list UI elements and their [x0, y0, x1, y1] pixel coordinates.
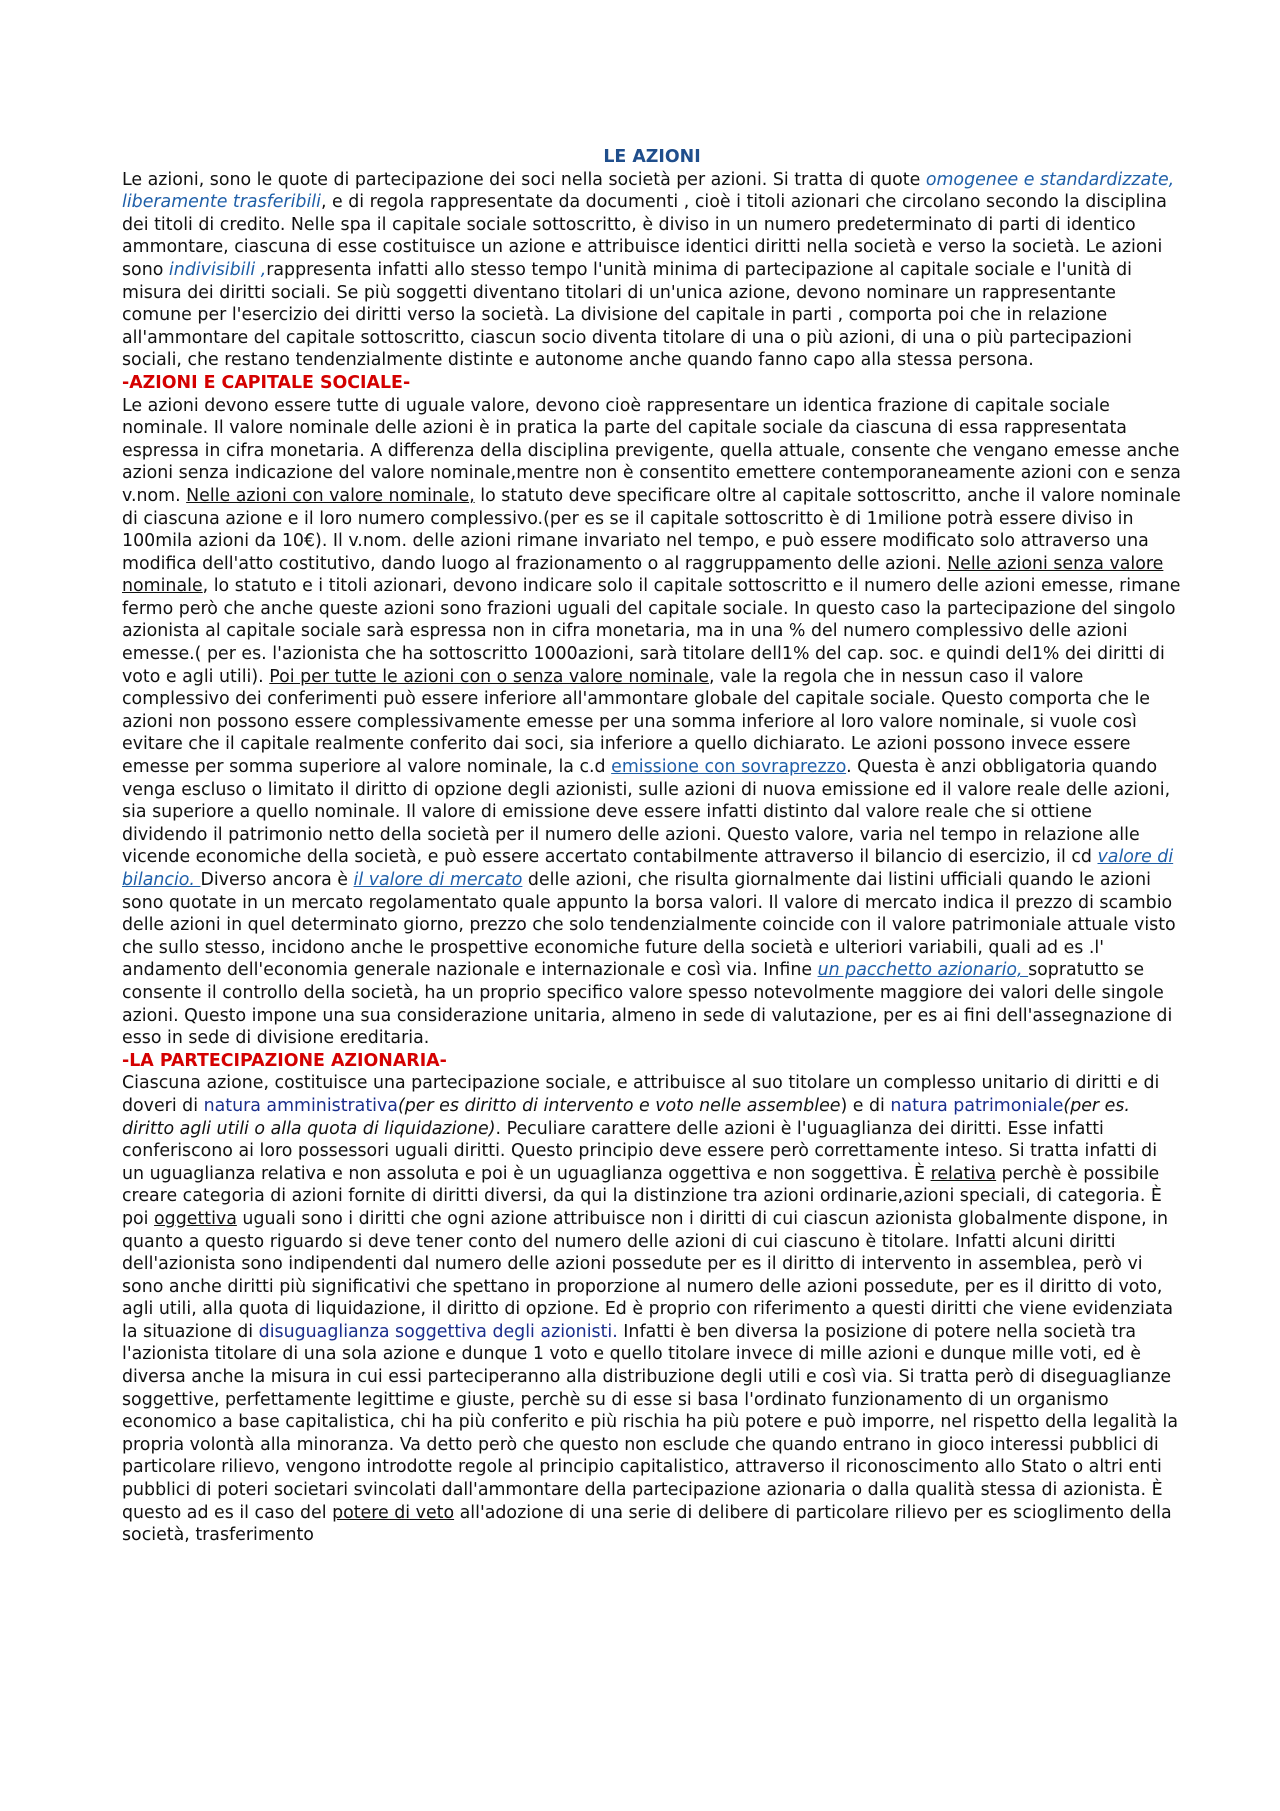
text: lo statuto deve specificare oltre al capitale sottoscritto, anche il valore nominale di ciascuna azione e il loro numero complessivo.(per es se il capitale sottoscritto è di 1milione potrà essere diviso in 100mila azioni da 10€). Il v.nom. delle azioni rimane invariato nel tempo, e può essere modificato solo attraverso una modifica dell'atto costitutivo, dando luogo al frazionamento o al raggruppamento delle azioni.	[122, 485, 1181, 574]
text: Diverso ancora è	[200, 870, 354, 890]
text: all'adozione di una serie di delibere di particolare rilievo per es scioglimento della società, trasferimento	[122, 1502, 1172, 1546]
link-emissione-sovraprezzo[interactable]: emissione con sovraprezzo	[611, 757, 847, 778]
text: perchè è possibile creare categoria di azioni fornite di diritti diversi, da qui la distinzione tra azioni ordinarie,azioni speciali, di categoria. È poi	[122, 1163, 1162, 1229]
text: delle azioni, che risulta giornalmente dai listini ufficiali quando le azioni sono quotate in un mercato regolamentato quale appunto la borsa valori. Il valore di mercato indica il prezzo di scambio delle azioni in quel determinato giorno, prezzo che solo tendenzialmente coincide con il valore patrimoniale attuale visto che sullo stesso, incidono anche le prospettive economiche future della società e ulteriori variabili, quali ad es .l' andamento dell'economia generale nazionale e internazionale e così via. Infine	[122, 870, 1176, 981]
paragraph-partecipazione	[122, 1072, 1182, 1546]
text: Ciascuna azione, costituisce una partecipazione sociale, e attribuisce al suo titolare un complesso unitario di diritti e di doveri di	[122, 1073, 1160, 1116]
link-pacchetto-azionario[interactable]: un pacchetto azionario,	[817, 960, 1029, 981]
text: rappresenta infatti allo stesso tempo l'unità minima di partecipazione al capitale sociale e l'unità di misura dei diritti sociali. Se più soggetti diventano titolari di un'unica azione, devono nominare un rappresentante comune per l'esercizio dei diritti verso la società. La divisione del capitale in parti , comporta poi che in relazione all'ammontare del capitale sottoscritto, ciascun socio diventa titolare di una o più azioni, di una o più partecipazioni sociali, che restano tendenzialmente distinte e autonome anche quando fanno capo alla stessa persona.	[122, 259, 1133, 371]
text: . Peculiare carattere delle azioni è l'uguaglianza dei diritti. Esse infatti conferiscono ai loro possessori uguali diritti. Questo principio deve essere però correttamente inteso. Si tratta infatti di un uguaglianza relativa e non assoluta e poi è un uguaglianza oggettiva e non soggettiva. È	[122, 1118, 1158, 1184]
link-valore-bilancio[interactable]: valore di bilancio.	[122, 847, 1174, 890]
page-title: LE AZIONI	[603, 147, 701, 167]
emphasis-text: omogenee e standardizzate, liberamente trasferibili	[122, 169, 1175, 213]
section-heading-partecipazione: -LA PARTECIPAZIONE AZIONARIA-	[122, 1050, 447, 1071]
text: Infatti è ben diversa la posizione di potere nella società tra l'azionista titolare di una sola azione e dunque 1 voto e quello titolare invece di mille azioni e dunque mille voti, ed è diversa anche la misura in cui essi parteciperanno alla distribuzione degli utili e così via. Si tratta però di diseguaglianze soggettive, perfettamente legittime e giuste, perchè su di esse si basa l'ordinato funzionamento di un organismo economico a base capitalistica, chi ha più conferito e più rischia ha più potere e può imporre, nel rispetto della legalità la propria volontà alla minoranza. Va detto però che questo non esclude che quando entrano in gioco interessi pubblici di particolare rilievo, vengono introdotte regole al principio capitalistico, attraverso il riconoscimento allo Stato o altri enti pubblici di poteri societari svincolati dall'ammontare della partecipazione azionaria o dalla qualità stessa di azionista. È questo ad es il caso del	[122, 1321, 1179, 1523]
text: , lo statuto e i titoli azionari, devono indicare solo il capitale sottoscritto e il numero delle azioni emesse, rimane fermo però che anche queste azioni sono frazioni uguali del capitale sociale. In questo caso la partecipazione del singolo azionista al capitale sociale sarà espressa non in cifra monetaria, ma in una % del numero complessivo delle azioni emesse.( per es. l'azionista che ha sottoscritto 1000azioni, sarà titolare dell1% del cap. soc. e quindi del1% dei diritti di voto e agli utili).	[122, 576, 1181, 687]
text: uguali sono i diritti che ogni azione attribuisce non i diritti di cui ciascun azionista globalmente dispone, in quanto a questo riguardo si deve tener conto del numero delle azioni di cui ciascuno è titolare. Infatti alcuni diritti dell'azionista sono indipendenti dal numero delle azioni possedute per es il diritto di intervento in assemblea, però vi sono anche diritti più significativi che spettano in proporzione al numero delle azioni possedute, per es il diritto di voto, agli utili, alla quota di liquidazione, il diritto di opzione. Ed è proprio con riferimento a questi diritti che viene evidenziata la situazione di	[122, 1208, 1174, 1342]
underlined-text: Nelle azioni senza valore nominale	[122, 553, 1164, 597]
italic-text: (per es. diritto agli utili o alla quota di liquidazione)	[122, 1095, 1130, 1139]
paragraph-capitale	[122, 395, 1182, 1050]
link-valore-mercato[interactable]: il valore di mercato	[353, 870, 523, 890]
underlined-text: oggettiva	[154, 1208, 237, 1229]
text: Le azioni, sono le quote di partecipazione dei soci nella società per azioni. Si tratta di quote	[122, 169, 926, 190]
section-heading-capitale: -AZIONI E CAPITALE SOCIALE-	[122, 372, 411, 393]
highlight-text: disuguaglianza soggettiva degli azionisti.	[258, 1321, 618, 1342]
document-page	[122, 146, 1182, 1547]
underlined-text: Nelle azioni con valore nominale,	[186, 485, 475, 506]
underlined-text: potere di veto	[332, 1502, 455, 1523]
italic-text: (per es diritto di intervento e voto nelle assemblee	[397, 1095, 841, 1116]
text: ) e di	[840, 1095, 891, 1116]
emphasis-text: indivisibili ,	[168, 259, 267, 280]
text: , e di regola rappresentate da documenti , cioè i titoli azionari che circolano secondo la disciplina dei titoli di credito. Nelle spa il capitale sociale sottoscritto, è diviso in un numero predeterminato di parti di identico ammontare, ciascuna di esse costituisce un azione e attribuisce identici diritti nella società e verso la società. Le azioni sono	[122, 192, 1167, 280]
text: sopratutto se consente il controllo della società, ha un proprio specifico valore spesso notevolmente maggiore dei valori delle singole azioni. Questo impone una sua considerazione unitaria, almeno in sede di valutazione, per es ai fini dell'assegnazione di esso in sede di divisione ereditaria.	[122, 960, 1173, 1049]
highlight-text: natura patrimoniale	[890, 1095, 1064, 1116]
underlined-text: Poi per tutte le azioni con o senza valore nominale	[269, 666, 709, 687]
text: Le azioni devono essere tutte di uguale valore, devono cioè rappresentare un identica frazione di capitale sociale nominale. Il valore nominale delle azioni è in pratica la parte del capitale sociale da ciascuna di essa rappresentata espressa in cifra monetaria. A differenza della disciplina previgente, quella attuale, consente che vengano emesse anche azioni senza indicazione del valore nominale,mentre non è consentito emettere contemporaneamente azioni con e senza v.nom.	[122, 395, 1181, 506]
text: . Questa è anzi obbligatoria quando venga escluso o limitato il diritto di opzione degli azionisti, sulle azioni di nuova emissione ed il valore reale delle azioni, sia superiore a quello nominale. Il valore di emissione deve essere infatti distinto dal valore reale che si ottiene dividendo il patrimonio netto della società per il numero delle azioni. Questo valore, varia nel tempo in relazione alle vicende economiche della società, e può essere accertato contabilmente attraverso il bilancio di esercizio, il cd	[122, 757, 1171, 868]
text: , vale la regola che in nessun caso il valore complessivo dei conferimenti può essere inferiore all'ammontare globale del capitale sociale. Questo comporta che le azioni non possono essere complessivamente emesse per una somma inferiore al loro valore nominale, si vuole così evitare che il capitale realmente conferito dai soci, sia inferiore a quello dichiarato. Le azioni possono invece essere emesse per somma superiore al valore nominale, la c.d	[122, 666, 1150, 778]
highlight-text: natura amministrativa	[203, 1095, 398, 1116]
paragraph-intro	[122, 169, 1182, 372]
underlined-text: relativa	[930, 1163, 997, 1184]
